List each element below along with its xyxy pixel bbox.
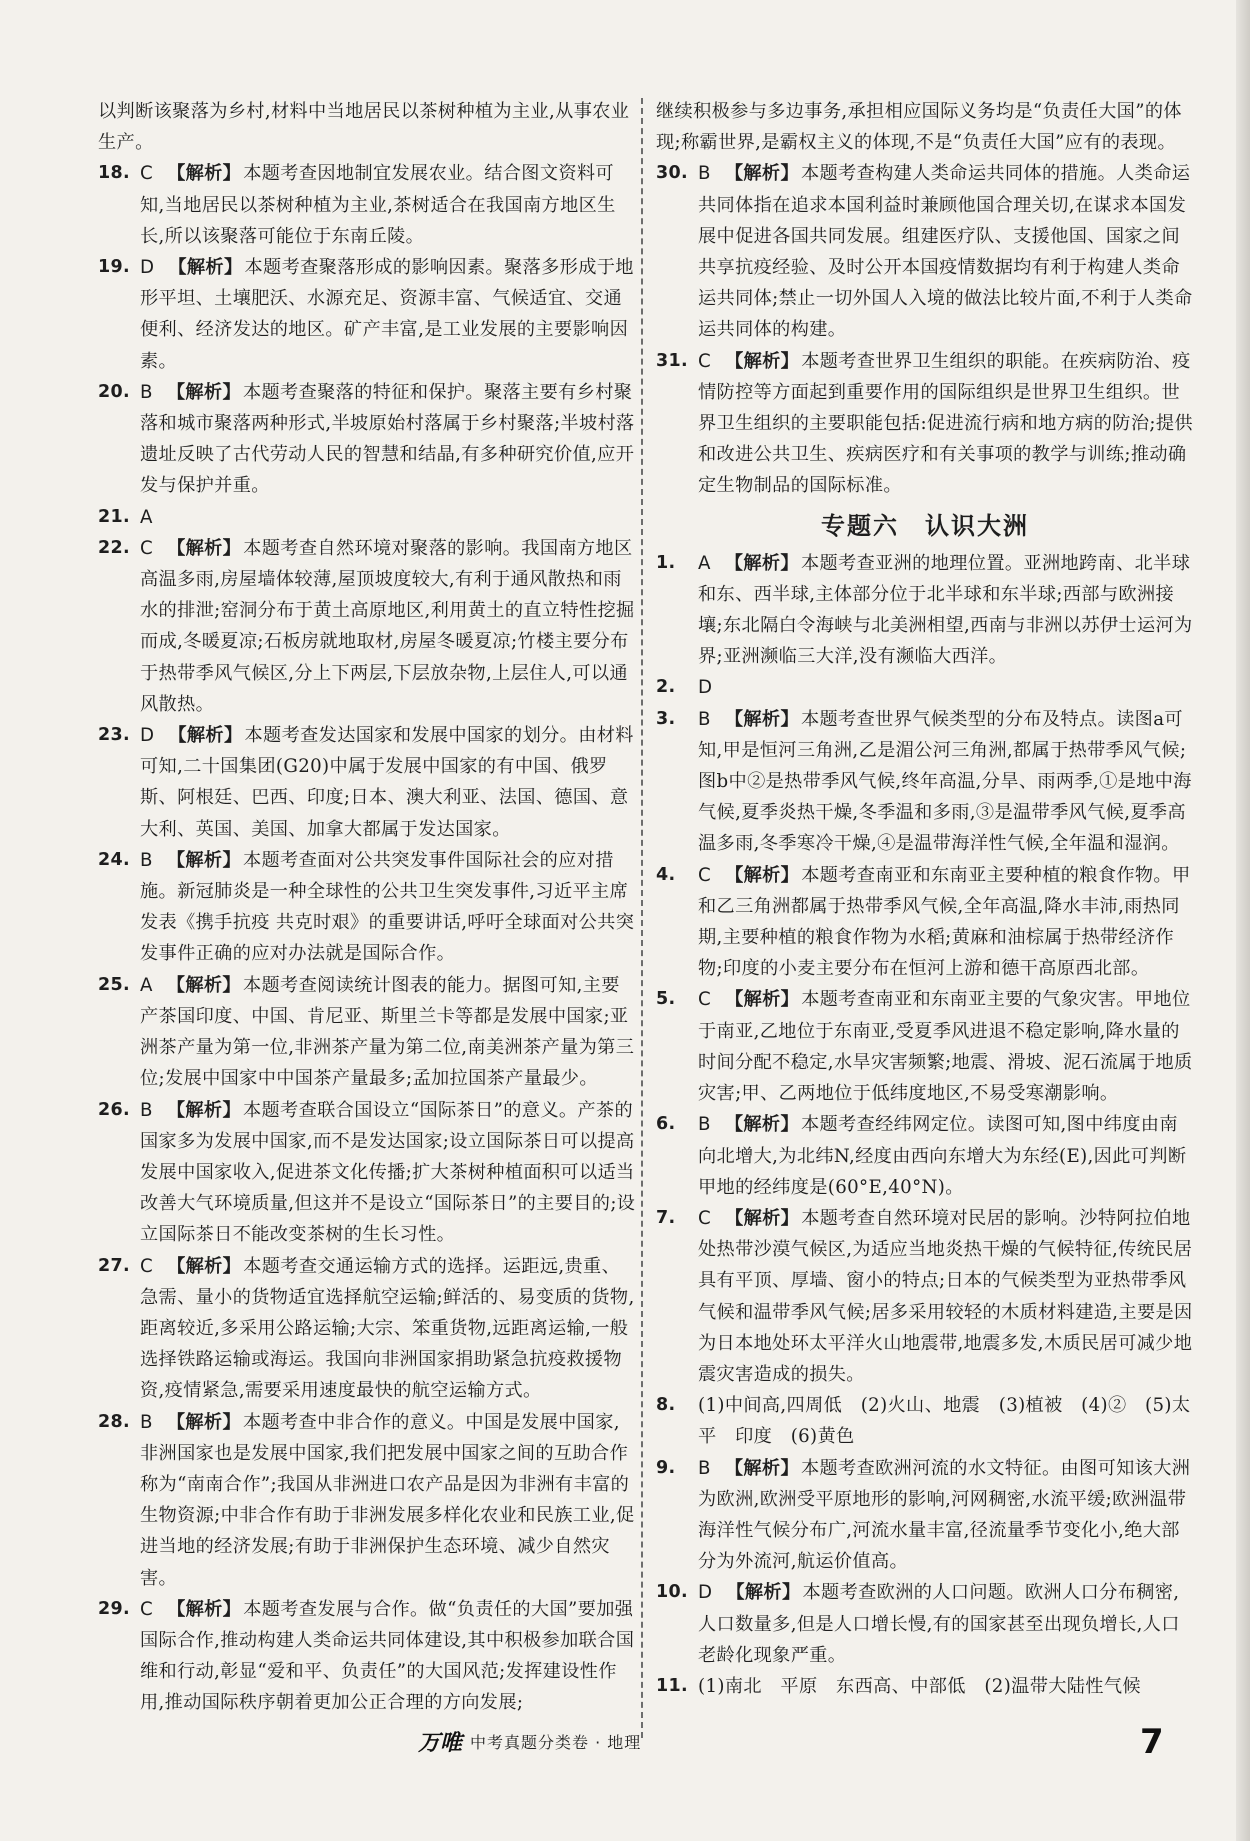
right-answer-list-top bbox=[656, 158, 1194, 501]
question-number: 25. bbox=[98, 974, 131, 995]
answer-choice: C bbox=[140, 1255, 154, 1277]
explanation-text: 本题考查阅读统计图表的能力。据图可知,主要产茶国印度、中国、肯尼亚、斯里兰卡等都是发展中国家;亚洲茶产量为第一位,非洲茶产量为第二位,南美洲茶产量为第三位;发展中国家中中国茶产量最多;孟加拉国茶产量最少。 bbox=[140, 974, 635, 1090]
answer-choice: D bbox=[140, 257, 155, 279]
question-number: 6. bbox=[656, 1114, 676, 1135]
analysis-tag: 【解析】 bbox=[725, 864, 800, 886]
analysis-tag: 【解析】 bbox=[724, 552, 799, 574]
section-title: 专题六 认识大洲 bbox=[821, 511, 1029, 540]
page-edge bbox=[1236, 0, 1250, 1841]
answer-choice: D bbox=[698, 677, 713, 699]
answer-item bbox=[656, 1453, 1194, 1578]
book-title: 中考真题分类卷 · 地理 bbox=[470, 1733, 642, 1752]
analysis-tag: 【解析】 bbox=[167, 1255, 242, 1277]
question-number: 22. bbox=[98, 537, 131, 558]
explanation-text: 本题考查亚洲的地理位置。亚洲地跨南、北半球和东、西半球,主体部分位于北半球和东半球;西部与欧洲接壤;东北隔白令海峡与北美洲相望,西南与非洲以苏伊士运河为界;亚洲濒临三大洋,没有濒临大西洋。 bbox=[698, 552, 1193, 668]
analysis-tag: 【解析】 bbox=[726, 1582, 801, 1604]
explanation-text: 本题考查欧洲河流的水文特征。由图可知该大洲为欧洲,欧洲受平原地形的影响,河网稠密,水流平缓;欧洲温带海洋性气候分布广,河流水量丰富,径流量季节变化小,绝大部分为外流河,航运价值高。 bbox=[698, 1457, 1191, 1573]
question-number: 2. bbox=[656, 677, 676, 698]
analysis-tag: 【解析】 bbox=[166, 849, 241, 871]
answer-item bbox=[98, 533, 636, 720]
answer-choice: B bbox=[140, 1411, 153, 1433]
answer-choice: C bbox=[698, 989, 712, 1011]
answer-item bbox=[656, 704, 1194, 860]
analysis-tag: 【解析】 bbox=[166, 1411, 241, 1433]
analysis-tag: 【解析】 bbox=[725, 350, 800, 372]
analysis-tag: 【解析】 bbox=[167, 537, 242, 559]
answer-choice: B bbox=[140, 849, 153, 871]
explanation-text: 本题考查因地制宜发展农业。结合图文资料可知,当地居民以茶树种植为主业,茶树适合在我国南方地区生长,所以该聚落可能位于东南丘陵。 bbox=[140, 163, 616, 247]
explanation-text: 本题考查发达国家和发展中国家的划分。由材料可知,二十国集团(G20)中属于发展中国家的有中国、俄罗斯、阿根廷、巴西、印度;日本、澳大利亚、法国、德国、意大利、英国、美国、加拿大都属于发达国家。 bbox=[140, 725, 634, 840]
answer-item bbox=[98, 502, 636, 533]
answer-choice: B bbox=[140, 1099, 153, 1121]
explanation-text: (1)南北 平原 东西高、中部低 (2)温带大陆性气候 bbox=[698, 1675, 1141, 1697]
answer-choice: B bbox=[140, 381, 153, 403]
answer-item bbox=[98, 1407, 636, 1594]
answer-item bbox=[656, 1109, 1194, 1203]
answer-choice: B bbox=[698, 1457, 711, 1479]
question-number: 3. bbox=[656, 708, 676, 729]
analysis-tag: 【解析】 bbox=[167, 1598, 242, 1620]
answer-item bbox=[656, 1203, 1194, 1390]
analysis-tag: 【解析】 bbox=[724, 163, 799, 185]
question-number: 11. bbox=[656, 1675, 689, 1696]
right-intro-continuation: 继续积极参与多边事务,承担相应国际义务均是“负责任大国”的体现;称霸世界,是霸权主义的体现,不是“负责任大国”应有的表现。 bbox=[656, 101, 1182, 154]
right-column bbox=[656, 96, 1194, 1702]
answer-item bbox=[656, 672, 1194, 703]
answer-choice: C bbox=[698, 350, 712, 372]
answer-item bbox=[98, 252, 636, 377]
answer-choice: C bbox=[140, 163, 154, 185]
analysis-tag: 【解析】 bbox=[166, 381, 241, 403]
analysis-tag: 【解析】 bbox=[724, 1114, 799, 1136]
analysis-tag: 【解析】 bbox=[724, 708, 799, 730]
answer-choice: B bbox=[698, 708, 711, 730]
answer-item bbox=[98, 158, 636, 252]
question-number: 23. bbox=[98, 725, 131, 746]
explanation-text: 本题考查南亚和东南亚主要的气象灾害。甲地位于南亚,乙地位于东南亚,受夏季风进退不稳定影响,降水量的时间分配不稳定,水旱灾害频繁;地震、滑坡、泥石流属于地质灾害;甲、乙两地位于低纬度地区,不易受寒潮影响。 bbox=[698, 989, 1193, 1105]
answer-item bbox=[98, 720, 636, 845]
explanation-text: 本题考查欧洲的人口问题。欧洲人口分布稠密,人口数量多,但是人口增长慢,有的国家甚至出现负增长,人口老龄化现象严重。 bbox=[698, 1582, 1180, 1666]
analysis-tag: 【解析】 bbox=[166, 1099, 241, 1121]
answer-choice: A bbox=[140, 506, 153, 528]
answer-item bbox=[656, 346, 1194, 502]
question-number: 5. bbox=[656, 989, 676, 1010]
question-number: 8. bbox=[656, 1395, 676, 1416]
question-number: 27. bbox=[98, 1255, 131, 1276]
explanation-text: 本题考查世界卫生组织的职能。在疾病防治、疫情防控等方面起到重要作用的国际组织是世界卫生组织。世界卫生组织的主要职能包括:促进流行病和地方病的防治;提供和改进公共卫生、疾病医疗和有关事项的教学与训练;推动确定生物制品的国际标准。 bbox=[698, 350, 1193, 497]
explanation-text: 本题考查自然环境对民居的影响。沙特阿拉伯地处热带沙漠气候区,为适应当地炎热干燥的气候特征,传统民居具有平顶、厚墙、窗小的特点;日本的气候类型为亚热带季风气候和温带季风气候;居多采用较轻的木质材料建造,主要是因为日本地处环太平洋火山地震带,地震多发,木质民居可减少地震灾害造成的损失。 bbox=[698, 1207, 1193, 1385]
analysis-tag: 【解析】 bbox=[167, 163, 242, 185]
analysis-tag: 【解析】 bbox=[725, 989, 800, 1011]
question-number: 20. bbox=[98, 381, 131, 402]
question-number: 1. bbox=[656, 552, 676, 573]
left-answer-list bbox=[98, 158, 636, 1718]
question-number: 10. bbox=[656, 1582, 689, 1603]
answer-choice: A bbox=[140, 974, 153, 996]
question-number: 28. bbox=[98, 1411, 131, 1432]
answer-item bbox=[656, 1671, 1194, 1702]
analysis-tag: 【解析】 bbox=[168, 257, 243, 279]
answer-item bbox=[656, 548, 1194, 673]
answer-item bbox=[98, 1251, 636, 1407]
question-number: 7. bbox=[656, 1207, 676, 1228]
answer-item bbox=[656, 860, 1194, 985]
explanation-text: 本题考查世界气候类型的分布及特点。读图a可知,甲是恒河三角洲,乙是湄公河三角洲,都属于热带季风气候;图b中②是热带季风气候,终年高温,分旱、雨两季,①是地中海气候,夏季炎热干燥,冬季温和多雨,③是温带季风气候,夏季高温多雨,冬季寒冷干燥,④是温带海洋性气候,全年温和湿润。 bbox=[698, 708, 1192, 855]
answer-item bbox=[656, 158, 1194, 345]
explanation-text: 本题考查中非合作的意义。中国是发展中国家,非洲国家也是发展中国家,我们把发展中国家之间的互助合作称为“南南合作”;我国从非洲进口农产品是因为非洲有丰富的生物资源;中非合作有助于非洲发展多样化农业和民族工业,促进当地的经济发展;有助于非洲保护生态环境、减少自然灾害。 bbox=[140, 1411, 635, 1589]
question-number: 19. bbox=[98, 257, 131, 278]
explanation-text: 本题考查联合国设立“国际茶日”的意义。产茶的国家多为发展中国家,而不是发达国家;设立国际茶日可以提高发展中国家收入,促进茶文化传播;扩大茶树种植面积可以适当改善大气环境质量,但这并不是设立“国际茶日”的主要目的;设立国际茶日不能改变茶树的生长习性。 bbox=[140, 1099, 636, 1246]
explanation-text: 本题考查面对公共突发事件国际社会的应对措施。新冠肺炎是一种全球性的公共卫生突发事件,习近平主席发表《携手抗疫 共克时艰》的重要讲话,呼吁全球面对公共突发事件正确的应对办法就是国际合作。 bbox=[140, 849, 635, 965]
answer-item bbox=[98, 845, 636, 970]
analysis-tag: 【解析】 bbox=[724, 1457, 799, 1479]
question-number: 9. bbox=[656, 1457, 676, 1478]
analysis-tag: 【解析】 bbox=[166, 974, 241, 996]
answer-item bbox=[98, 377, 636, 502]
question-number: 24. bbox=[98, 849, 131, 870]
answer-item bbox=[98, 970, 636, 1095]
explanation-text: 本题考查南亚和东南亚主要种植的粮食作物。甲和乙三角洲都属于热带季风气候,全年高温,降水丰沛,雨热同期,主要种植的粮食作物为水稻;黄麻和油棕属于热带经济作物;印度的小麦主要分布在恒河上游和德干高原西北部。 bbox=[698, 864, 1191, 980]
page-number: 7 bbox=[1140, 1722, 1164, 1762]
page-footer bbox=[0, 1726, 1250, 1766]
explanation-text: 本题考查构建人类命运共同体的措施。人类命运共同体指在追求本国利益时兼顾他国合理关切,在谋求本国发展中促进各国共同发展。组建医疗队、支援他国、国家之间共享抗疫经验、及时公开本国疫情数据均有利于构建人类命运共同体;禁止一切外国人入境的做法比较片面,不利于人类命运共同体的构建。 bbox=[698, 163, 1193, 341]
answer-choice: B bbox=[698, 1114, 711, 1136]
analysis-tag: 【解析】 bbox=[725, 1207, 800, 1229]
question-number: 26. bbox=[98, 1099, 131, 1120]
answer-choice: C bbox=[698, 1207, 712, 1229]
question-number: 18. bbox=[98, 163, 131, 184]
question-number: 29. bbox=[98, 1598, 131, 1619]
explanation-text: (1)中间高,四周低 (2)火山、地震 (3)植被 (4)② (5)太平 印度 (6)黄色 bbox=[698, 1395, 1191, 1448]
analysis-tag: 【解析】 bbox=[168, 725, 243, 747]
answer-item bbox=[656, 1577, 1194, 1671]
answer-item bbox=[98, 1095, 636, 1251]
explanation-text: 本题考查交通运输方式的选择。运距远,贵重、急需、量小的货物适宜选择航空运输;鲜活的、易变质的货物,距离较近,多采用公路运输;大宗、笨重货物,远距离运输,一般选择铁路运输或海运。我国向非洲国家捐助紧急抗疫救援物资,疫情紧急,需要采用速度最快的航空运输方式。 bbox=[140, 1255, 635, 1402]
left-intro-continuation: 以判断该聚落为乡村,材料中当地居民以茶树种植为主业,从事农业生产。 bbox=[98, 101, 630, 154]
answer-choice: D bbox=[140, 725, 155, 747]
right-answer-list-bottom bbox=[656, 548, 1194, 1703]
answer-choice: C bbox=[140, 1598, 154, 1620]
answer-choice: C bbox=[698, 864, 712, 886]
left-column bbox=[98, 96, 636, 1719]
explanation-text: 本题考查聚落形成的影响因素。聚落多形成于地形平坦、土壤肥沃、水源充足、资源丰富、气候适宜、交通便利、经济发达的地区。矿产丰富,是工业发展的主要影响因素。 bbox=[140, 257, 634, 372]
column-divider bbox=[641, 98, 643, 1738]
question-number: 31. bbox=[656, 350, 689, 371]
answer-item bbox=[656, 984, 1194, 1109]
answer-choice: D bbox=[698, 1582, 713, 1604]
answer-item bbox=[98, 1594, 636, 1719]
explanation-text: 本题考查经纬网定位。读图可知,图中纬度由南向北增大,为北纬N,经度由西向东增大为东经(E),因此可判断甲地的经纬度是(60°E,40°N)。 bbox=[698, 1114, 1187, 1198]
answer-choice: C bbox=[140, 537, 154, 559]
question-number: 21. bbox=[98, 506, 131, 527]
answer-choice: B bbox=[698, 163, 711, 185]
brand-logo: 万唯 bbox=[418, 1731, 463, 1756]
explanation-text: 本题考查发展与合作。做“负责任的大国”要加强国际合作,推动构建人类命运共同体建设,其中积极参加联合国维和行动,彰显“爱和平、负责任”的大国风范;发挥建设性作用,推动国际秩序朝着更加公正合理的方向发展; bbox=[140, 1598, 635, 1714]
explanation-text: 本题考查自然环境对聚落的影响。我国南方地区高温多雨,房屋墙体较薄,屋顶坡度较大,有利于通风散热和雨水的排泄;窑洞分布于黄土高原地区,利用黄土的直立特性挖掘而成,冬暖夏凉;石板房就地取材,房屋冬暖夏凉;竹楼主要分布于热带季风气候区,分上下两层,下层放杂物,上层住人,可以通风散热。 bbox=[140, 537, 635, 715]
answer-choice: A bbox=[698, 552, 711, 574]
answer-item bbox=[656, 1390, 1194, 1452]
explanation-text: 本题考查聚落的特征和保护。聚落主要有乡村聚落和城市聚落两种形式,半坡原始村落属于乡村聚落;半坡村落遗址反映了古代劳动人民的智慧和结晶,有多种研究价值,应开发与保护并重。 bbox=[140, 381, 635, 497]
question-number: 30. bbox=[656, 163, 689, 184]
question-number: 4. bbox=[656, 864, 676, 885]
